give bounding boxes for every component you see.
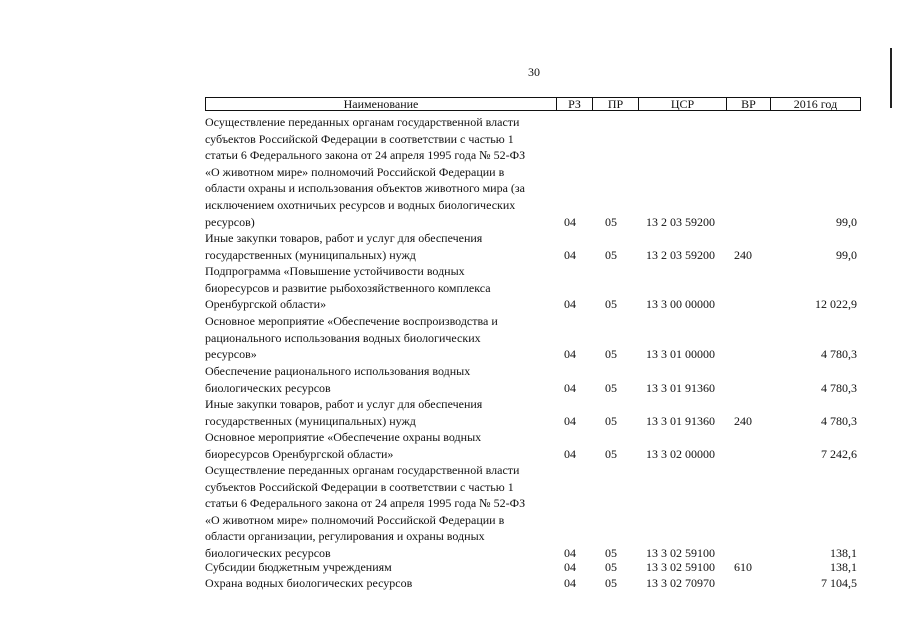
row-pr: 05 — [605, 560, 617, 574]
row-rz: 04 — [564, 380, 576, 395]
header-rz: РЗ — [556, 98, 592, 110]
row-amount: 12 022,9 — [815, 297, 857, 312]
row-amount: 4 780,3 — [821, 380, 857, 395]
row-rz: 04 — [564, 576, 576, 590]
row-csr: 13 3 00 00000 — [646, 297, 715, 312]
row-rz: 04 — [564, 446, 576, 461]
table-row — [205, 429, 861, 462]
row-name: Субсидии бюджетным учреждениям — [205, 560, 392, 574]
row-vr: 240 — [734, 413, 752, 428]
row-name: Охрана водных биологических ресурсов — [205, 576, 413, 590]
table-row — [205, 576, 861, 591]
table-row — [205, 114, 861, 230]
row-csr: 13 3 01 91360 — [646, 413, 715, 428]
row-amount: 7 104,5 — [821, 576, 857, 590]
row-csr: 13 3 01 00000 — [646, 347, 715, 362]
row-pr: 05 — [605, 576, 617, 590]
page-number: 30 — [528, 65, 540, 79]
table-row — [205, 363, 861, 396]
page-edge-line — [890, 48, 892, 108]
table-row — [205, 313, 861, 363]
row-csr: 13 3 01 91360 — [646, 380, 715, 395]
table-row — [205, 396, 861, 429]
row-rz: 04 — [564, 560, 576, 574]
row-rz: 04 — [564, 545, 576, 560]
row-name: Осуществление переданных органам государственной власти субъектов Российской Федерации в соответствии с частью 1 статьи 6 Федерального закона от 24 апреля 1995 года № 52-ФЗ «О животном мире» полномочий Российской Федерации в области организации, регулирования и охраны водных биологических ресурсов — [205, 463, 526, 560]
row-rz: 04 — [564, 247, 576, 262]
header-year: 2016 год — [770, 98, 860, 110]
row-name: Подпрограмма «Повышение устойчивости водных биоресурсов и развитие рыбохозяйственного комплекса Оренбургской области» — [205, 264, 491, 312]
row-name: Иные закупки товаров, работ и услуг для обеспечения государственных (муниципальных) нужд — [205, 397, 483, 428]
table-row — [205, 263, 861, 313]
row-rz: 04 — [564, 214, 576, 229]
row-csr: 13 3 02 59100 — [646, 560, 715, 574]
row-amount: 4 780,3 — [821, 413, 857, 428]
row-vr: 610 — [734, 560, 752, 574]
row-rz: 04 — [564, 347, 576, 362]
row-csr: 13 3 02 00000 — [646, 446, 715, 461]
row-vr: 240 — [734, 247, 752, 262]
row-amount: 99,0 — [836, 214, 857, 229]
table-header — [205, 97, 861, 111]
row-pr: 05 — [605, 247, 617, 262]
row-pr: 05 — [605, 380, 617, 395]
row-amount: 138,1 — [830, 560, 857, 574]
row-csr: 13 2 03 59200 — [646, 247, 715, 262]
table-row — [205, 230, 861, 263]
row-rz: 04 — [564, 413, 576, 428]
row-name: Иные закупки товаров, работ и услуг для обеспечения государственных (муниципальных) нужд — [205, 231, 483, 262]
row-csr: 13 3 02 59100 — [646, 545, 715, 560]
row-csr: 13 3 02 70970 — [646, 576, 715, 590]
row-name: Осуществление переданных органам государственной власти субъектов Российской Федерации в соответствии с частью 1 статьи 6 Федерального закона от 24 апреля 1995 года № 52-ФЗ «О животном мире» полномочий Российской Федерации в области охраны и использования объектов животного мира (за исключением охотничьих ресурсов и водных биологических ресурсов) — [205, 115, 526, 229]
row-csr: 13 2 03 59200 — [646, 214, 715, 229]
table-row — [205, 462, 861, 562]
row-pr: 05 — [605, 413, 617, 428]
row-name: Основное мероприятие «Обеспечение воспроизводства и рационального использования водных биологических ресурсов» — [205, 314, 498, 362]
row-pr: 05 — [605, 347, 617, 362]
header-vr: ВР — [726, 98, 770, 110]
row-amount: 138,1 — [830, 545, 857, 560]
row-pr: 05 — [605, 297, 617, 312]
table-row — [205, 560, 861, 575]
row-amount: 4 780,3 — [821, 347, 857, 362]
header-name: Наименование — [343, 97, 419, 111]
row-pr: 05 — [605, 446, 617, 461]
row-pr: 05 — [605, 545, 617, 560]
row-amount: 7 242,6 — [821, 446, 857, 461]
row-name: Обеспечение рационального использования водных биологических ресурсов — [205, 364, 471, 395]
header-pr: ПР — [592, 98, 638, 110]
row-rz: 04 — [564, 297, 576, 312]
row-pr: 05 — [605, 214, 617, 229]
header-csr: ЦСР — [638, 98, 726, 110]
row-amount: 99,0 — [836, 247, 857, 262]
row-name: Основное мероприятие «Обеспечение охраны водных биоресурсов Оренбургской области» — [205, 430, 482, 461]
